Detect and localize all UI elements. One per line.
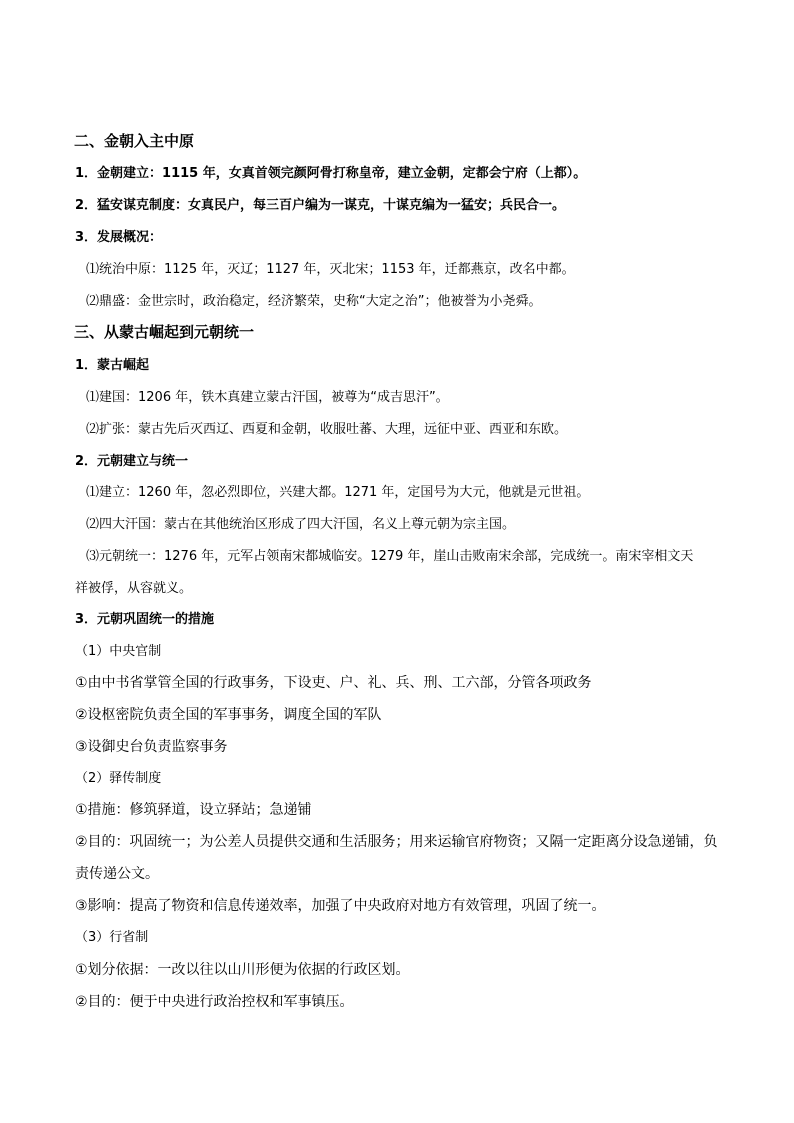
item-consolidation-measures: 3．元朝巩固统一的措施 (75, 612, 215, 627)
section-heading-jin: 二、金朝入主中原 (74, 132, 195, 150)
section-heading-mongol-yuan: 三、从蒙古崛起到元朝统一 (74, 323, 255, 341)
measure-heading-province-system: （3）行省制 (75, 930, 149, 945)
measure-heading-relay-system: （2）驿传制度 (75, 771, 162, 786)
measure-central-2: ②设枢密院负责全国的军事事务，调度全国的军队 (75, 707, 382, 723)
measure-heading-central-government: （1）中央官制 (75, 644, 162, 659)
item-yuan-founding-unification: 2．元朝建立与统一 (75, 454, 189, 469)
sub-item-unification-line1: ⑶元朝统一：1276 年，元军占领南宋都城临安。1279 年，崖山击败南宋余部，完成统一。南宋宰相文天 (86, 549, 694, 564)
sub-item-peak: ⑵鼎盛：金世宗时，政治稳定，经济繁荣，史称“大定之治”；他被誉为小尧舜。 (86, 294, 542, 309)
measure-province-1: ①划分依据：一改以往以山川形便为依据的行政区划。 (75, 962, 410, 978)
measure-central-3: ③设御史台负责监察事务 (75, 739, 228, 755)
item-jin-founding: 1．金朝建立：1115 年，女真首领完颜阿骨打称皇帝，建立金朝，定都会宁府（上都）。 (75, 166, 587, 181)
item-mongol-rise: 1．蒙古崛起 (75, 358, 150, 373)
sub-item-rule-central-plains: ⑴统治中原：1125 年，灭辽；1127 年，灭北宋；1153 年，迁都燕京，改名中都。 (86, 262, 575, 277)
item-mengan-mouke: 2．猛安谋克制度：女真民户，每三百户编为一谋克，十谋克编为一猛安；兵民合一。 (75, 198, 566, 213)
sub-item-four-khanates: ⑵四大汗国：蒙古在其他统治区形成了四大汗国，名义上尊元朝为宗主国。 (86, 517, 516, 532)
measure-relay-3: ③影响：提高了物资和信息传递效率，加强了中央政府对地方有效管理，巩固了统一。 (75, 898, 606, 914)
measure-relay-2-line2: 责传递公文。 (75, 866, 159, 882)
measure-central-1: ①由中书省掌管全国的行政事务，下设吏、户、礼、兵、刑、工六部，分管各项政务 (75, 675, 592, 691)
sub-item-founding-state: ⑴建国：1206 年，铁木真建立蒙古汗国，被尊为“成吉思汗”。 (86, 390, 449, 405)
sub-item-yuan-founding: ⑴建立：1260 年，忽必烈即位，兴建大都。1271 年，定国号为大元，他就是元世祖。 (86, 485, 590, 500)
measure-province-2: ②目的：便于中央进行政治控权和军事镇压。 (75, 994, 354, 1010)
sub-item-expansion: ⑵扩张：蒙古先后灭西辽、西夏和金朝，收服吐蕃、大理，远征中亚、西亚和东欧。 (86, 422, 568, 437)
measure-relay-2-line1: ②目的：巩固统一；为公差人员提供交通和生活服务；用来运输官府物资；又隔一定距离分设急递铺，负 (75, 834, 718, 850)
measure-relay-1: ①措施：修筑驿道，设立驿站；急递铺 (75, 802, 312, 818)
item-development-heading: 3．发展概况： (75, 230, 163, 245)
sub-item-unification-line2: 祥被俘，从容就义。 (75, 581, 193, 596)
